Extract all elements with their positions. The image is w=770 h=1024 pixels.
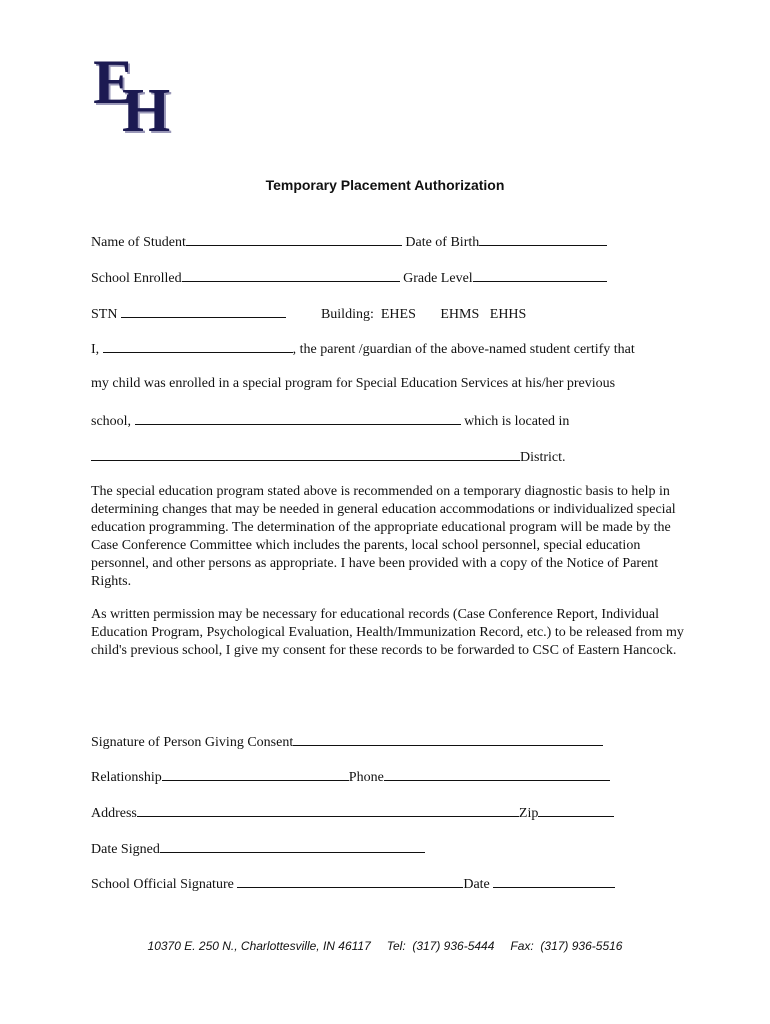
records-paragraph: As written permission may be necessary for educational records (Case Conference Report, Individual Education Program, Psychological Evaluation, Health/Immunization Record, etc.) to be released from my child's previous school, I give my consent for these records to be forwarded to CSC of Eastern Hancock. — [91, 607, 684, 658]
consent-i-label: I, — [91, 342, 100, 357]
building-option-ehhs[interactable]: EHHS — [489, 307, 527, 322]
grade-level-label: Grade Level — [403, 271, 473, 286]
zip-field[interactable] — [538, 804, 614, 817]
name-of-student-label: Name of Student — [91, 235, 186, 250]
logo-letter-e: E — [93, 46, 134, 117]
footer-tel: Tel: (317) 936-5444 — [386, 939, 495, 953]
address-label: Address — [91, 806, 137, 821]
relationship-label: Relationship — [91, 770, 162, 785]
name-of-student-field[interactable] — [186, 233, 402, 246]
school-enrolled-label: School Enrolled — [91, 271, 182, 286]
date-of-birth-label: Date of Birth — [405, 235, 480, 250]
consent-line-3 — [91, 412, 569, 430]
row-school-grade — [91, 269, 607, 287]
located-in-text: which is located in — [464, 414, 570, 429]
school-enrolled-field[interactable] — [182, 269, 400, 282]
program-paragraph: The special education program stated above is recommended on a temporary diagnostic basis to help in determining changes that may be needed in general education accommodations or individualized special education programming. The determination of the appropriate educational program will be made by the Case Conference Committee which includes the parents, local school personnel, special education personnel, and other persons as appropriate. I have been provided with a copy of the Notice of Parent Rights. — [91, 484, 676, 589]
district-field[interactable] — [91, 448, 520, 461]
logo-letter-h: H — [122, 77, 171, 145]
footer-address: 10370 E. 250 N., Charlottesville, IN 46117 — [147, 939, 371, 953]
parent-name-field[interactable] — [103, 340, 293, 353]
grade-level-field[interactable] — [473, 269, 607, 282]
building-option-ehms[interactable]: EHMS — [440, 307, 480, 322]
consent-line-2: my child was enrolled in a special program for Special Education Services at his/her previous — [91, 376, 616, 391]
row-consent-signature — [91, 733, 603, 751]
form-title: Temporary Placement Authorization — [265, 177, 505, 193]
footer — [0, 939, 770, 953]
footer-fax: Fax: (317) 936-5516 — [510, 939, 623, 953]
consent-signature-label: Signature of Person Giving Consent — [91, 735, 294, 750]
building-label: Building: — [320, 307, 374, 322]
district-label: District. — [520, 450, 566, 465]
consent-line-4 — [91, 448, 566, 466]
school-logo — [92, 46, 184, 145]
date-signed-field[interactable] — [160, 840, 425, 853]
phone-label: Phone — [348, 770, 384, 785]
consent-certify-text: , the parent /guardian of the above-named student certify that — [292, 342, 635, 357]
stn-field[interactable] — [121, 305, 286, 318]
address-field[interactable] — [137, 804, 519, 817]
official-date-field[interactable] — [493, 875, 615, 888]
previous-school-label: school, — [91, 414, 132, 429]
previous-school-field[interactable] — [135, 412, 461, 425]
date-signed-label: Date Signed — [91, 842, 160, 857]
school-official-field[interactable] — [237, 875, 463, 888]
consent-signature-field[interactable] — [293, 733, 603, 746]
row-address-zip — [91, 804, 614, 822]
building-option-ehes[interactable]: EHES — [380, 307, 416, 322]
row-school-official — [91, 875, 615, 893]
zip-label: Zip — [518, 806, 539, 821]
row-stn-building — [91, 305, 526, 323]
date-of-birth-field[interactable] — [479, 233, 607, 246]
relationship-field[interactable] — [162, 768, 349, 781]
consent-line-1 — [91, 340, 635, 358]
row-relationship-phone — [91, 768, 610, 786]
school-official-label: School Official Signature — [91, 877, 234, 892]
row-name-dob — [91, 233, 607, 251]
official-date-label: Date — [463, 877, 490, 892]
phone-field[interactable] — [384, 768, 610, 781]
row-date-signed — [91, 840, 425, 858]
stn-label: STN — [91, 307, 118, 322]
